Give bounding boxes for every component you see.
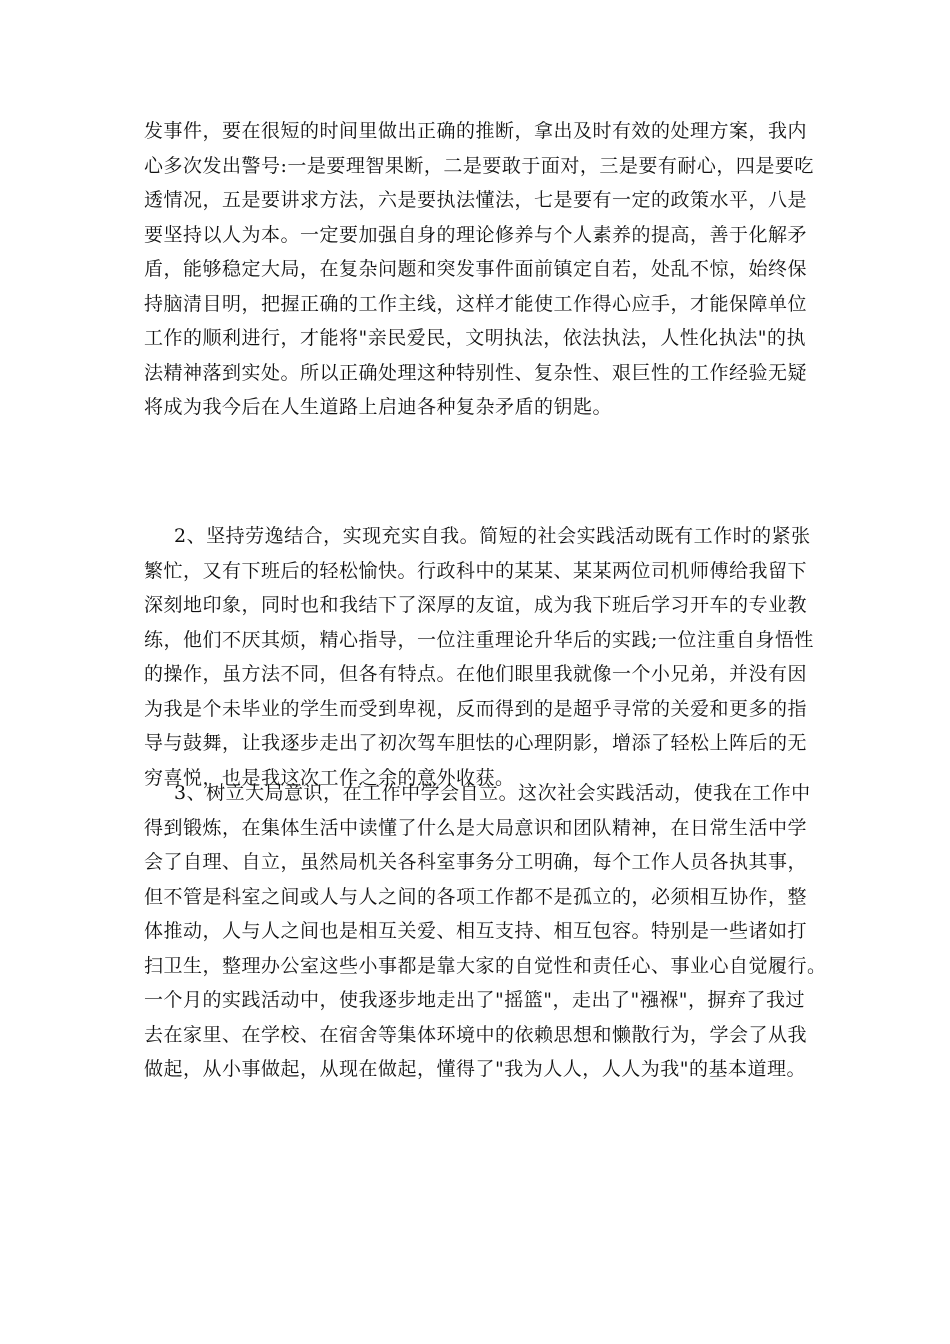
paragraph-3 xyxy=(144,776,827,1087)
paragraph-line: 的操作，虽方法不同，但各有特点。在他们眼里我就像一个小兄弟，并没有因 xyxy=(144,663,808,685)
paragraph-line: 深刻地印象，同时也和我结下了深厚的友谊，成为我下班后学习开车的专业教 xyxy=(144,594,808,616)
paragraph-line: 繁忙，又有下班后的轻松愉快。行政科中的某某、某某两位司机师傅给我留下 xyxy=(144,559,808,582)
paragraph-line: 发事件，要在很短的时间里做出正确的推断，拿出及时有效的处理方案，我内 xyxy=(144,120,808,142)
paragraph-line: 透情况，五是要讲求方法，六是要执法懂法，七是要有一定的政策水平，八是 xyxy=(144,189,808,211)
paragraph-line: 导与鼓舞，让我逐步走出了初次驾车胆怯的心理阴影，增添了轻松上阵后的无 xyxy=(144,732,808,754)
paragraph-2 xyxy=(144,519,814,795)
paragraph-line: 去在家里、在学校、在宿舍等集体环境中的依赖思想和懒散行为，学会了从我 xyxy=(144,1023,808,1046)
paragraph-line: 体推动，人与人之间也是相互关爱、相互支持、相互包容。特别是一些诸如打 xyxy=(144,920,808,942)
paragraph-line: 会了自理、自立，虽然局机关各科室事务分工明确，每个工作人员各执其事， xyxy=(144,851,808,873)
paragraph-line: 要坚持以人为本。一定要加强自身的理论修养与个人素养的提高，善于化解矛 xyxy=(144,223,808,246)
paragraph-line: 工作的顺利进行，才能将"亲民爱民，文明执法，依法执法，人性化执法"的执 xyxy=(144,327,806,349)
paragraph-line: 法精神落到实处。所以正确处理这种特别性、复杂性、艰巨性的工作经验无疑 xyxy=(144,361,808,384)
paragraph-line: 但不管是科室之间或人与人之间的各项工作都不是孤立的，必须相互协作，整 xyxy=(144,885,808,908)
paragraph-line: 练，他们不厌其烦，精心指导，一位注重理论升华后的实践;一位注重自身悟性 xyxy=(144,628,814,651)
paragraph-line: 盾，能够稳定大局，在复杂问题和突发事件面前镇定自若，处乱不惊，始终保 xyxy=(144,258,808,280)
paragraph-1 xyxy=(144,114,814,425)
paragraph-line: 持脑清目明，把握正确的工作主线，这样才能使工作得心应手，才能保障单位 xyxy=(144,292,808,315)
paragraph-line: 得到锻炼，在集体生活中读懂了什么是大局意识和团队精神，在日常生活中学 xyxy=(144,816,808,839)
paragraph-line: 为我是个未毕业的学生而受到卑视，反而得到的是超乎寻常的关爱和更多的指 xyxy=(144,697,808,720)
paragraph-line: 心多次发出警号:一是要理智果断，二是要敢于面对，三是要有耐心，四是要吃 xyxy=(144,154,814,177)
paragraph-line: 做起，从小事做起，从现在做起，懂得了"我为人人，人人为我"的基本道理。 xyxy=(144,1058,806,1080)
paragraph-line: 将成为我今后在人生道路上启迪各种复杂矛盾的钥匙。 xyxy=(144,396,613,418)
paragraph-line: 扫卫生，整理办公室这些小事都是靠大家的自觉性和责任心、事业心自觉履行。 xyxy=(144,954,827,977)
paragraph-line: 3、树立大局意识，在工作中学会自立。这次社会实践活动，使我在工作中 xyxy=(174,782,811,804)
paragraph-line: 穷喜悦，也是我这次工作之余的意外收获。 xyxy=(144,766,515,789)
paragraph-line: 一个月的实践活动中，使我逐步地走出了"摇篮"，走出了"襁褓"，摒弃了我过 xyxy=(144,989,805,1011)
paragraph-line: 2、坚持劳逸结合，实现充实自我。简短的社会实践活动既有工作时的紧张 xyxy=(174,525,811,547)
